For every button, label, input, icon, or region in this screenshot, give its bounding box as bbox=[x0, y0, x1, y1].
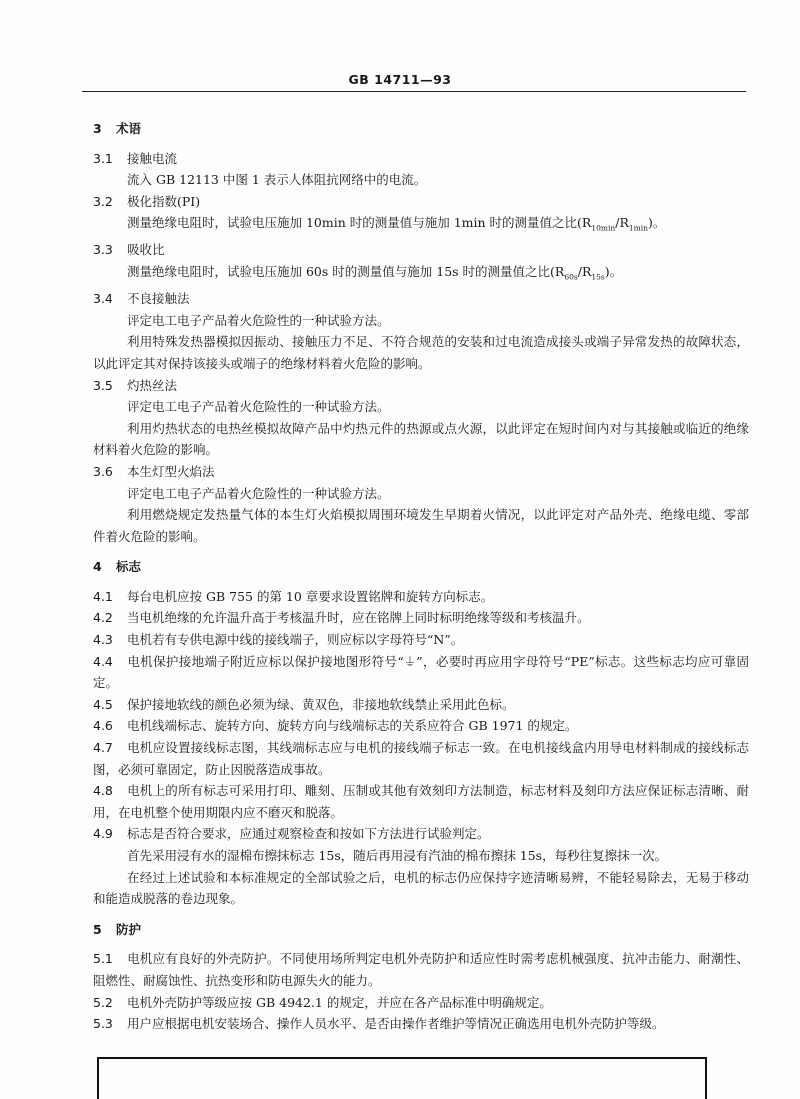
clause-4-8: 4.8 电机上的所有标志可采用打印、雕刻、压制或其他有效刻印方法制造，标志材料及刻印方法应保证标志清晰、耐用，在电机整个使用期限内应不磨灭和脱落。 bbox=[93, 783, 749, 820]
clause-4-9-text-3: 在经过上述试验和本标准规定的全部试验之后，电机的标志仍应保持字迹清晰易辨，不能轻易除去，无易于移动和能造成脱落的卷边现象。 bbox=[93, 869, 749, 907]
clause-3-4-text-1: 评定电工电子产品着火危险性的一种试验方法。 bbox=[127, 312, 390, 328]
clause-3-5: 3.5 灼热丝法 bbox=[93, 377, 178, 393]
clause-3-6-text-2: 利用燃烧规定发热量气体的本生灯火焰模拟周围环境发生早期着火情况，以此评定对产品外壳、绝缘电缆、零部件着火危险的影响。 bbox=[93, 507, 749, 544]
document-body bbox=[93, 118, 749, 1044]
clause-3-3-text: 测量绝缘电阻时，试验电压施加 60s 时的测量值与施加 15s 时的测量值之比$(R_{60s}/R_{15s})$。 bbox=[127, 264, 623, 282]
clause-3-5-text-1: 评定电工电子产品着火危险性的一种试验方法。 bbox=[127, 399, 390, 415]
clause-3-1-text: 流入 GB 12113 中图 1 表示人体阻抗网络中的电流。 bbox=[127, 172, 427, 188]
clause-3-1: 3.1 接触电流 bbox=[93, 150, 178, 166]
clause-3-6: 3.6 本生灯型火焰法 bbox=[93, 463, 215, 479]
page-header: GB 14711—93 bbox=[348, 72, 452, 87]
clause-4-1: 4.1 每台电机应按 GB 755 的第 10 章要求设置铭牌和旋转方向标志。 bbox=[93, 588, 494, 604]
clause-5-2: 5.2 电机外壳防护等级应按 GB 4942.1 的规定，并应在各产品标准中明确规定。 bbox=[93, 994, 552, 1010]
section-4 bbox=[93, 586, 749, 910]
clause-3-6-text-1: 评定电工电子产品着火危险性的一种试验方法。 bbox=[127, 485, 390, 501]
clause-3-3: 3.3 吸收比 bbox=[93, 242, 165, 258]
clause-3-4: 3.4 不良接触法 bbox=[93, 291, 190, 307]
clause-4-7: 4.7 电机应设置接线标志图，其线端标志应与电机的接线端子标志一致。在电机接线盒内用导电材料制成的接线标志图，必须可靠固定，防止因脱落造成事故。 bbox=[93, 740, 749, 777]
clause-5-3: 5.3 用户应根据电机安装场合、操作人员水平、是否由操作者维护等情况正确选用电机外壳防护等级。 bbox=[93, 1016, 665, 1032]
clause-5-1: 5.1 电机应有良好的外壳防护。不同使用场所判定电机外壳防护和适应性时需考虑机械强度、抗冲击能力、耐潮性、阻燃性、耐腐蚀性、抗热变形和防电源失火的能力。 bbox=[93, 951, 749, 988]
clause-4-3: 4.3 电机若有专供电源中线的接线端子，则应标以字母符号“N”。 bbox=[93, 632, 464, 648]
clause-4-2: 4.2 当电机绝缘的允许温升高于考核温升时，应在铭牌上同时标明绝缘等级和考核温升。 bbox=[93, 610, 590, 626]
section-5 bbox=[93, 948, 749, 1034]
clause-3-4-text-2: 利用特殊发热器模拟因振动、接触压力不足、不符合规范的安装和过电流造成接头或端子异常发热的故障状态，以此评定其对保持该接头或端子的绝缘材料着火危险的影响。 bbox=[93, 334, 749, 371]
clause-4-6: 4.6 电机线端标志、旋转方向、旋转方向与线端标志的关系应符合 GB 1971 的规定。 bbox=[93, 718, 578, 734]
clause-3-2-text: 测量绝缘电阻时，试验电压施加 10min 时的测量值与施加 1min 时的测量值之比$(R_{10min}/R_{1min})$。 bbox=[127, 215, 666, 233]
clause-4-9: 4.9 标志是否符合要求，应通过观察检查和按如下方法进行试验判定。 bbox=[93, 826, 490, 842]
clause-4-9-text-2: 首先采用浸有水的湿棉布擦抹标志 15s，随后再用浸有汽油的棉布擦抹 15s，每秒往复擦抹一次。 bbox=[127, 848, 668, 863]
clause-3-5-text-2: 利用灼热状态的电热丝模拟故障产品中灼热元件的热源或点火源，以此评定在短时间内对与其接触或临近的绝缘材料着火危险的影响。 bbox=[93, 420, 749, 458]
protective-earth-icon: ⏚ bbox=[403, 653, 417, 669]
clause-4-4: 4.4 电机保护接地端子附近应标以保护接地图形符号“⏚”，必要时再应用字母符号“PE”标志。这些标志均应可靠固定。 bbox=[93, 653, 749, 691]
header-rule bbox=[82, 91, 746, 92]
section-3 bbox=[93, 148, 749, 548]
clause-4-5: 4.5 保护接地软线的颜色必须为绿、黄双色，非接地软线禁止采用此色标。 bbox=[93, 696, 515, 712]
section-4-title: 4 标志 bbox=[93, 559, 142, 575]
section-3-title: 3 术语 bbox=[93, 121, 142, 136]
clause-3-2: 3.2 极化指数(PI) bbox=[93, 193, 201, 209]
bottom-frame bbox=[97, 1057, 707, 1099]
section-5-title: 5 防护 bbox=[93, 921, 142, 937]
